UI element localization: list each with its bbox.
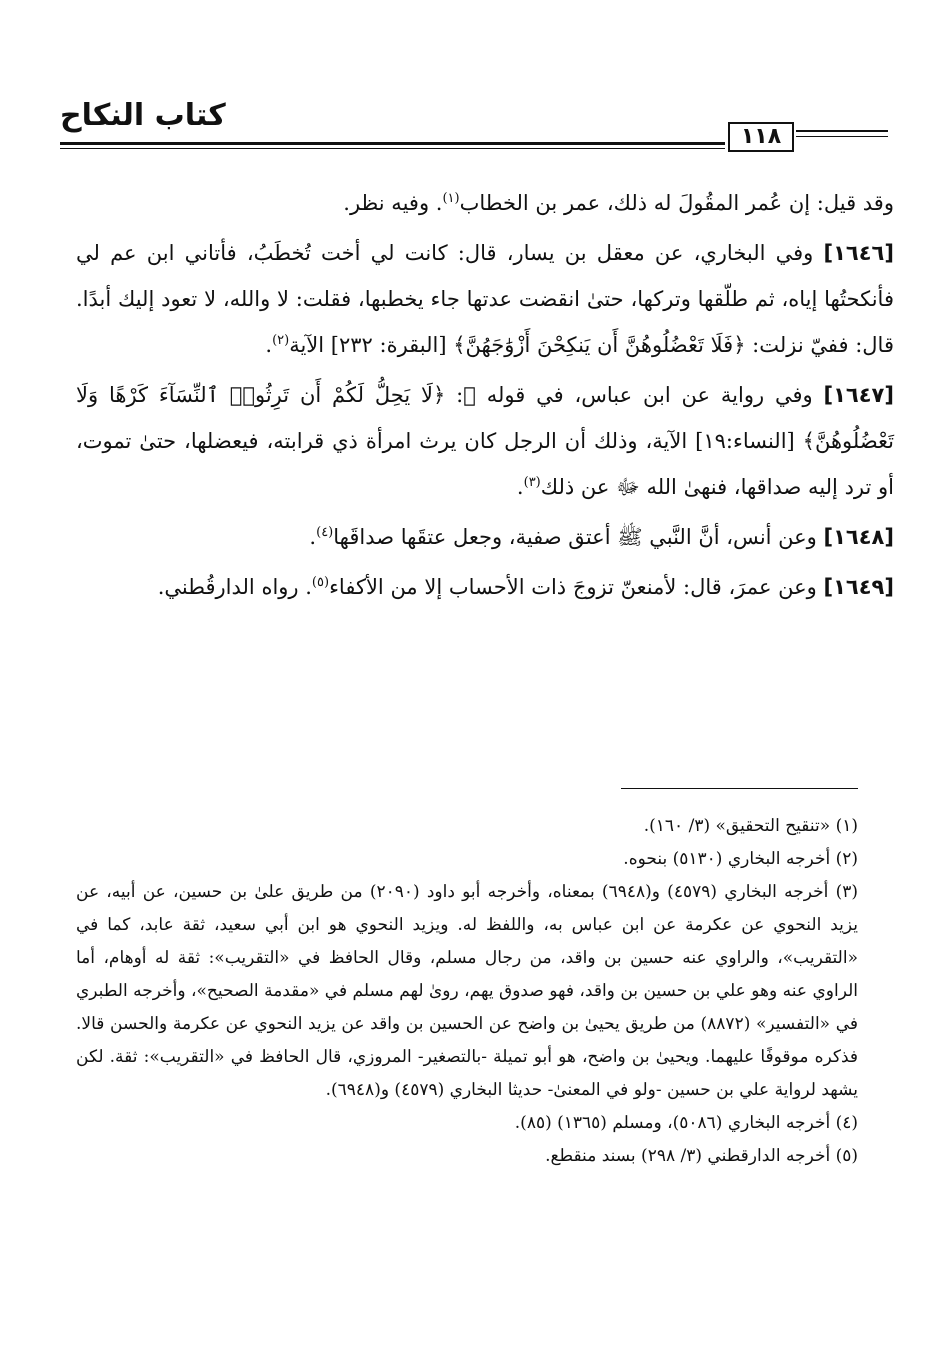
header-rule-right <box>796 130 888 132</box>
paragraph-tail: . <box>516 475 524 499</box>
footnote-ref: (٣) <box>523 475 541 490</box>
footnote: (٥) أخرجه الدارقطني (٣/ ٢٩٨) بسند منقطع. <box>545 1146 858 1166</box>
main-text <box>76 180 894 614</box>
footnote-ref: (٤) <box>316 525 334 540</box>
header-rule <box>60 142 725 145</box>
paragraph <box>76 372 894 510</box>
footnotes <box>76 810 898 1173</box>
footnote: (١) «تنقيح التحقيق» (٣/ ١٦٠). <box>643 816 858 836</box>
page-number: ١١٨ <box>728 122 794 152</box>
paragraph-text: وعن عمرَ، قال: لأمنعنّ تزوجَ ذات الأحساب إلا من الأكفاء <box>329 575 824 599</box>
paragraph <box>76 230 894 368</box>
paragraph-tail: . وفيه نظر. <box>343 191 443 215</box>
footnote: (٣) أخرجه البخاري (٤٥٧٩) و(٦٩٤٨) بمعناه، وأخرجه أبو داود (٢٠٩٠) من طريق علىٰ بن حسين، عن أبيه، عن يزيد النحوي عن عكرمة عن ابن عباس به، واللفظ له. ويزيد النحوي هو ابن أبي سعيد، ثقة عابد، كما في «التقريب»، والراوي عنه حسين بن واقد، من رجال مسلم، وقال الحافظ في «التقريب»: ثقة له أوهام، أما الراوي عنه وهو علي بن حسين بن واقد، فهو صدوق يهم، روىٰ لهم مسلم في «مقدمة الصحيح»، وأخرجه الطبري في «التفسير» (٨٨٧٢) من طريق يحيىٰ بن واضح عن الحسين بن واقد عن يزيد النحوي عن عكرمة والحسن قالا. فذكره موقوفًا عليهما. ويحيىٰ بن واضح، هو أبو تميلة -بالتصغير- المروزي، قال الحافظ في «التقريب»: ثقة. لكن يشهد لرواية علي بن حسين -ولو في المعنىٰ- حديثا البخاري (٤٥٧٩) و(٦٩٤٨). <box>76 882 858 1100</box>
hadith-number: [١٦٤٦] <box>823 241 894 265</box>
hadith-number: [١٦٤٨] <box>823 525 894 549</box>
footnote: (٤) أخرجه البخاري (٥٠٨٦)، ومسلم (١٣٦٥) (٨٥). <box>514 1113 858 1133</box>
hadith-number: [١٦٤٩] <box>823 575 894 599</box>
paragraph-text: وفي البخاري، عن معقل بن يسار، قال: كانت لي أخت تُخطَبُ، فأتاني ابن عم لي فأنكحتُها إياه، ثم طلّقها وتركها، حتىٰ انقضت عدتها جاء يخطبها، فقلت: لا والله، لا تعود إليك أبدًا. قال: ففيّ نزلت: ﴿فَلَا تَعْضُلُوهُنَّ أَن يَنكِحْنَ أَزْوَٰجَهُنَّ﴾ [البقرة: ٢٣٢] الآية <box>76 241 894 357</box>
hadith-number: [١٦٤٧] <box>823 383 894 407</box>
header-rule-thin <box>60 148 725 149</box>
footnote-ref: (٥) <box>311 575 330 590</box>
paragraph <box>76 564 894 610</box>
paragraph <box>76 514 894 560</box>
paragraph-tail: . <box>309 525 317 549</box>
paragraph-text: وفي رواية عن ابن عباس، في قوله ﷻ: ﴿لَا يَحِلُّ لَكُمْ أَن تَرِثُوا۟ ٱلنِّسَآءَ كَرْهًا وَلَا تَعْضُلُوهُنَّ﴾ [النساء:١٩] الآية، وذلك أن الرجل كان يرث امرأة ذي قرابته، فيعضلها، حتىٰ تموت، أو ترد إليه صداقها، فنهىٰ الله ﷻ عن ذلك <box>76 383 895 499</box>
paragraph <box>76 180 894 226</box>
paragraph-text: وقد قيل: إن عُمر المقُولَ له ذلك، عمر بن الخطاب <box>459 191 894 215</box>
paragraph-text: وعن أنس، أنَّ النَّبي ﷺ أعتق صفية، وجعل عتقَها صداقَها <box>333 525 824 549</box>
header-rule-right-thin <box>796 136 888 137</box>
book-title: كتاب النكاح <box>60 98 226 133</box>
footnote: (٢) أخرجه البخاري (٥١٣٠) بنحوه. <box>623 849 858 869</box>
page-header <box>60 96 888 156</box>
paragraph-tail: . <box>265 333 273 357</box>
footnote-ref: (٢) <box>272 333 290 348</box>
paragraph-tail: . رواه الدارقُطني. <box>157 575 312 599</box>
footnote-ref: (١) <box>442 191 460 206</box>
footnote-divider <box>621 788 858 789</box>
